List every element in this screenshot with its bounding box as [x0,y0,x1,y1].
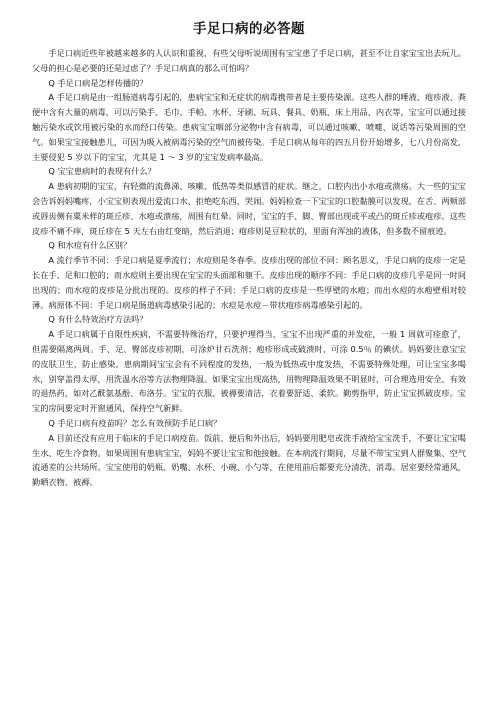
question-2: Q 宝宝患病时的表现有什么？ [48,166,156,177]
question-1: Q 手足口病是怎样传播的？ [48,77,148,88]
answer-1: A 手足口病是由一组肠道病毒引起的，患病宝宝和无症状的病毒携带者是主要传染源。这些人群的唾液、疱疹液、粪便中含有大量的病毒，可以污染手、毛巾、手帕、水杯、牙刷、玩具、餐具、奶瓶、床上用品、内衣等，宝宝可以通过接触污染水或饮用被污染的水而经口传染。患病宝宝咽部分泌物中含有病毒，可以通过咳嗽、喷嚏、说话等污染周围的空气。如果宝宝接触患儿，可因为吸入被病毒污染的空气而被传染。手足口病从每年的四五月份开始增多，七八月份高发，主要侵犯 5 岁以下的宝宝，尤其是 1 ～ 3 岁的宝宝发病率最高。 [32,92,466,162]
question-5: Q 手足口病有疫苗吗？怎么有效预防手足口病？ [48,417,222,428]
answer-4: A 手足口病属于自限性疾病，不需要特殊治疗，只要护理得当，宝宝不出现严重的并发症，一般 1 周就可痊愈了，但需要隔离两周。手、足、臀部皮疹初期，可涂炉甘石洗剂；疱疹形成或破溃时，可涂 0.5％ 的碘伏。妈妈要注意宝宝的皮肤卫生，防止感染。患病期间宝宝会有不同程度的发热，一般为低热或中度发热，不需要特殊处理，可让宝宝多喝水，别穿盖得太厚，用洗温水浴等方法物理降温。如果宝宝出现高热，用物理降温效果不明显时，可合理选用安全、有效的退热药，如对乙酰氨基酚、布洛芬。宝宝的衣服、被褥要清洁，衣着要舒适、柔软。勤剪指甲，防止宝宝抓破皮疹。宝宝的房间要定时开窗通风，保持空气新鲜。 [32,329,466,414]
intro-paragraph: 手足口病近些年被越来越多的人认识和重视，有些父母听说周围有宝宝患了手足口病，甚至不让自家宝宝出去玩儿。父母的担心是必要的还是过虑了？手足口病真的那么可怕吗？ [32,48,466,73]
question-4: Q 有什么特效治疗方法吗？ [48,314,148,325]
answer-3: A 流行季节不同：手足口病是夏季流行；水痘则是冬春季。皮疹出现的部位不同：顾名思义，手足口病的皮疹一定是长在手、足和口腔的；而水痘则主要出现在宝宝的头面部和躯干。皮疹出现的顺序不同：手足口病的皮疹几乎是同一时间出现的；而水痘的皮疹是分批出现的。皮疹的样子不同：手足口病的皮疹是一些厚壁的水疱；而出水痘的水疱壁相对较薄。病原体不同：手足口病是肠道病毒感染引起的；水痘是水痘－带状疱疹病毒感染引起的。 [32,255,466,310]
document-title: 手足口病的必答题 [193,21,305,37]
answer-5: A 目前还没有应用于临床的手足口病疫苗。饭前、便后和外出后，妈妈要用肥皂或洗手液给宝宝洗手，不要让宝宝喝生水、吃生冷食物。如果周围有患病宝宝，妈妈不要让宝宝和他接触。在本病流行期间，尽量不带宝宝到人群聚集、空气流通差的公共场所。宝宝使用的奶瓶、奶嘴、水杯、小碗、小勺等，在使用前后都要充分清洗、消毒。居室要经常通风，勤晒衣物、被褥。 [32,432,466,488]
question-3: Q 和水痘有什么区别？ [48,240,132,251]
answer-2: A 患病初期的宝宝，有轻微的流鼻涕、咳嗽、低热等类似感冒的症状。继之，口腔内出小水疱或溃疡。大一些的宝宝会告诉妈妈嘴疼，小宝宝则表现出爱流口水、拒绝吃东西、哭闹。妈妈检查一下宝宝的口腔黏膜可以发现，在舌、两颊部或唇齿侧有粟米样的斑丘疹、水疱或溃疡，周围有红晕。同时，宝宝的手、脚、臀部出现或平或凸的斑丘疹或疱疹。这些皮疹不痛不痒，斑丘疹在 5 天左右由红变暗，然后消退；疱疹则是豆粒状的，里面有浑浊的液体，但多数不留痕迹。 [32,181,466,236]
